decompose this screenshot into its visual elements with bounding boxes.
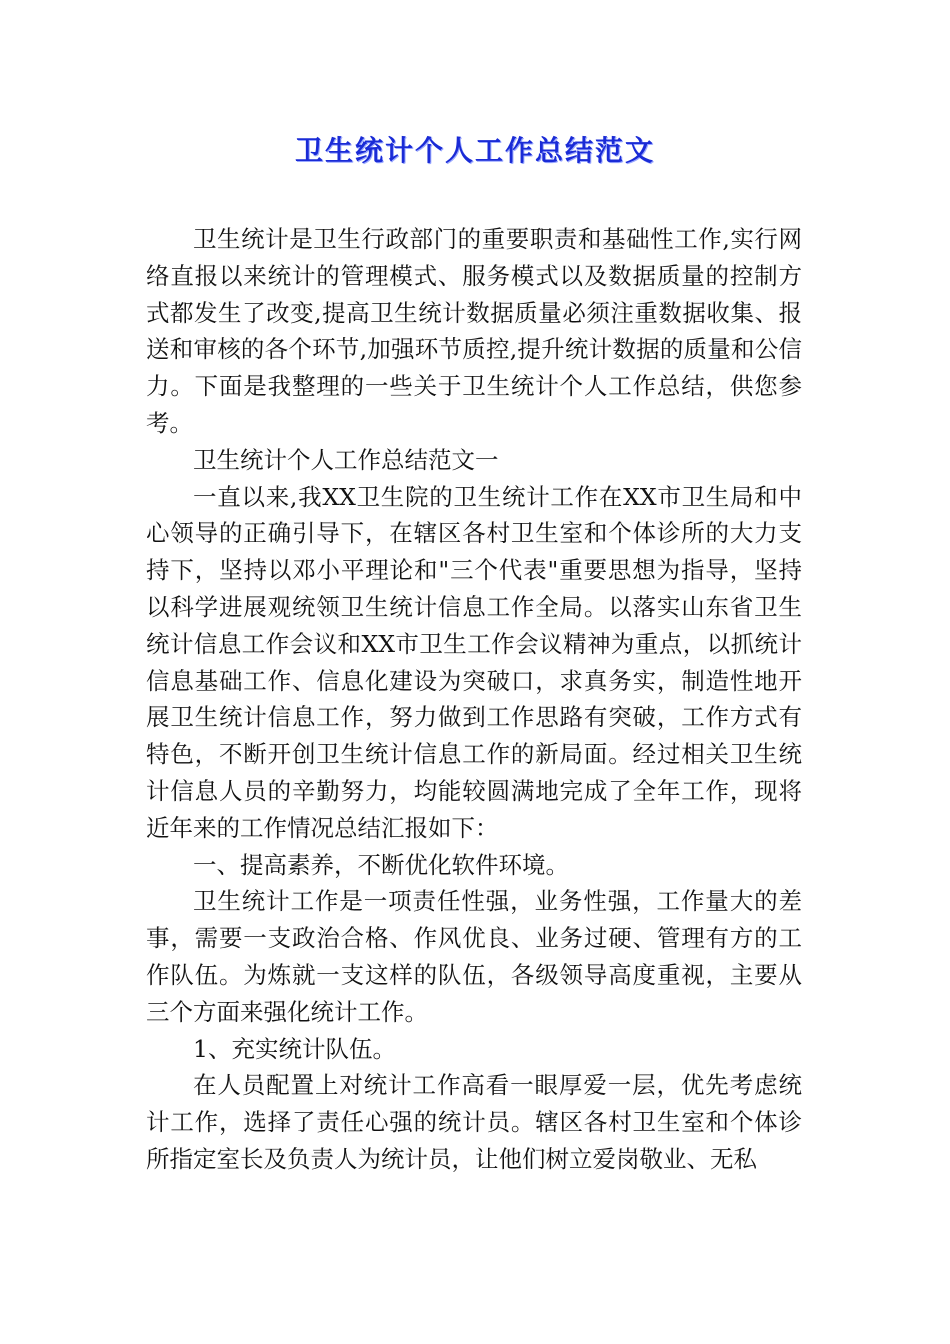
paragraph-heading-one: 一、提高素养，不断优化软件环境。 [193,850,569,879]
paragraph-section-heading: 卫生统计个人工作总结范文一 [193,445,499,474]
paragraph-overview: 一直以来,我XX卫生院的卫生统计工作在XX市卫生局和中心领导的正确引导下，在辖区各村卫生室和个体诊所的大力支持下，坚持以邓小平理论和"三个代表"重要思想为指导，坚持以科学进展观统领卫生统计信息工作全局。以落实山东省卫生统计信息工作会议和XX市卫生工作会议精神为重点，以抓统计信息基础工作、信息化建设为突破口，求真务实，制造性地开展卫生统计信息工作，努力做到工作思路有突破，工作方式有特色，不断开创卫生统计信息工作的新局面。经过相关卫生统计信息人员的辛勤努力，均能较圆满地完成了全年工作，现将近年来的工作情况总结汇报如下： [146,482,802,842]
paragraph-team: 卫生统计工作是一项责任性强，业务性强，工作量大的差事，需要一支政治合格、作风优良、业务过硬、管理有方的工作队伍。为炼就一支这样的队伍，各级领导高度重视，主要从三个方面来强化统计工作。 [146,887,802,1026]
paragraph-staffing: 在人员配置上对统计工作高看一眼厚爱一层，优先考虑统计工作，选择了责任心强的统计员。辖区各村卫生室和个体诊所指定室长及负责人为统计员，让他们树立爱岗敬业、无私 [146,1071,802,1173]
paragraph-intro: 卫生统计是卫生行政部门的重要职责和基础性工作,实行网络直报以来统计的管理模式、服务模式以及数据质量的控制方式都发生了改变,提高卫生统计数据质量必须注重数据收集、报送和审核的各个环节,加强环节质控,提升统计数据的质量和公信力。下面是我整理的一些关于卫生统计个人工作总结，供您参考。 [146,225,802,437]
document-title: 卫生统计个人工作总结范文 [294,134,655,167]
paragraph-subheading-one: 1、充实统计队伍。 [193,1034,396,1063]
document-body [146,221,802,1178]
